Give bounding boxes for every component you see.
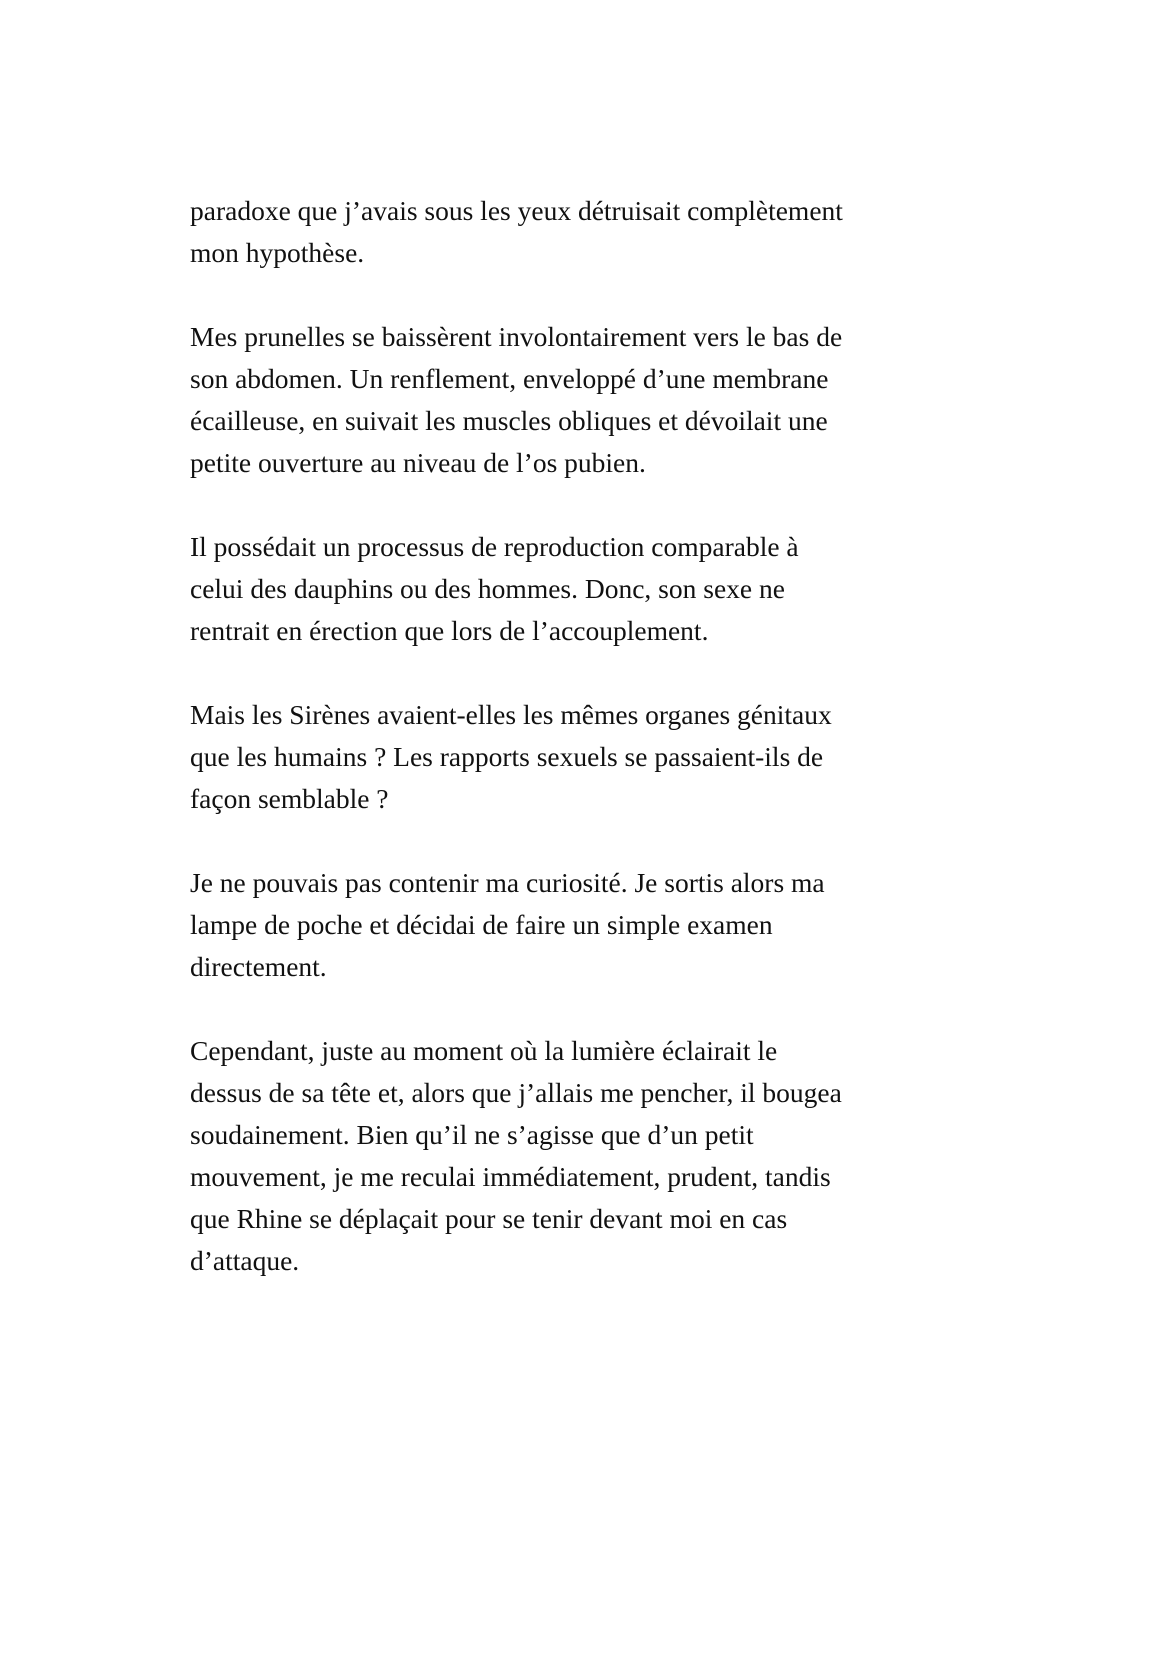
text-line: que les humains ? Les rapports sexuels se passaient-ils de (190, 741, 824, 772)
paragraph (190, 526, 950, 652)
paragraph (190, 1030, 950, 1282)
text-line: d’attaque. (190, 1245, 300, 1276)
text-line: Mes prunelles se baissèrent involontairement vers le bas de (190, 321, 843, 352)
text-line: soudainement. Bien qu’il ne s’agisse que d’un petit (190, 1119, 754, 1150)
text-line: façon semblable ? (190, 783, 389, 814)
text-line: Mais les Sirènes avaient-elles les mêmes organes génitaux (190, 699, 832, 730)
text-line: celui des dauphins ou des hommes. Donc, son sexe ne (190, 573, 785, 604)
text-line: rentrait en érection que lors de l’accouplement. (190, 615, 709, 646)
text-line: mon hypothèse. (190, 237, 365, 268)
text-line: petite ouverture au niveau de l’os pubien. (190, 447, 646, 478)
paragraph (190, 694, 950, 820)
text-line: directement. (190, 951, 327, 982)
text-line: Il possédait un processus de reproduction comparable à (190, 531, 799, 562)
text-line: dessus de sa tête et, alors que j’allais me pencher, il bougea (190, 1077, 842, 1108)
text-line: que Rhine se déplaçait pour se tenir devant moi en cas (190, 1203, 788, 1234)
paragraph (190, 190, 950, 274)
text-line: Cependant, juste au moment où la lumière éclairait le (190, 1035, 778, 1066)
paragraph (190, 862, 950, 988)
text-line: Je ne pouvais pas contenir ma curiosité. Je sortis alors ma (190, 867, 825, 898)
body-text (190, 190, 950, 1324)
text-line: lampe de poche et décidai de faire un simple examen (190, 909, 773, 940)
text-line: écailleuse, en suivait les muscles obliques et dévoilait une (190, 405, 828, 436)
text-line: paradoxe que j’avais sous les yeux détruisait complètement (190, 195, 843, 226)
paragraph (190, 316, 950, 484)
text-line: son abdomen. Un renflement, enveloppé d’une membrane (190, 363, 829, 394)
text-line: mouvement, je me reculai immédiatement, prudent, tandis (190, 1161, 831, 1192)
